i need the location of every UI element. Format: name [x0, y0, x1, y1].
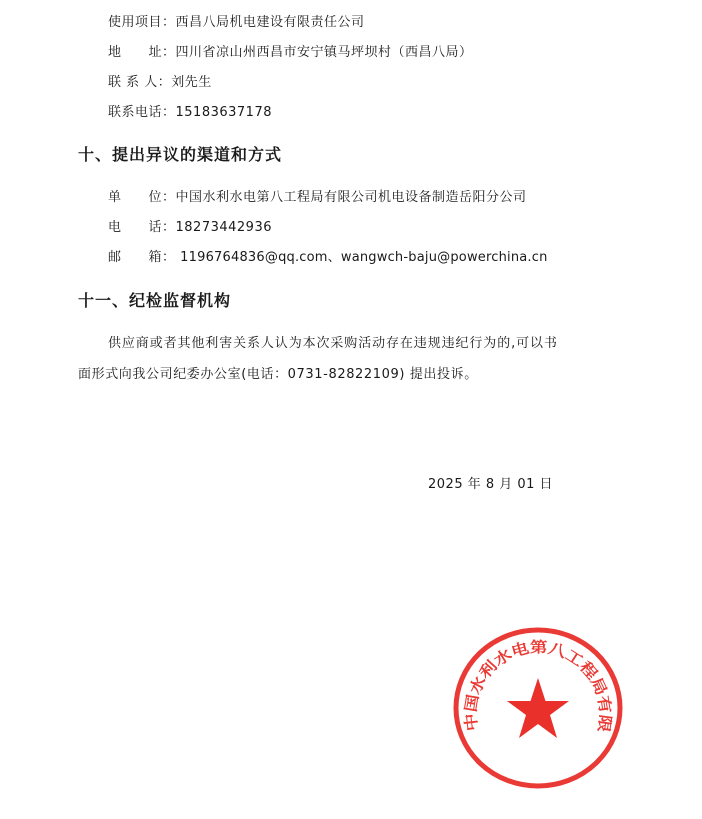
address-value: 四川省凉山州西昌市安宁镇马坪坝村（西昌八局） [175, 45, 473, 60]
contact-person-value: 刘先生 [171, 75, 212, 90]
project-label: 使用项目： [108, 15, 176, 30]
contact-phone-row [108, 104, 272, 122]
seal-star-icon [507, 678, 569, 738]
tel-row [108, 219, 272, 237]
email-value: 1196764836@qq.com、wangwch-baju@powerchina.cn [180, 250, 548, 265]
address-row [108, 44, 473, 62]
supervision-paragraph-line-2: 面形式向我公司纪委办公室(电话：0731-82822109) 提出投诉。 [78, 367, 478, 382]
company-seal [448, 622, 628, 792]
unit-label: 单 位： [108, 190, 176, 205]
contact-person-label: 联 系 人： [108, 75, 172, 90]
contact-person-row [108, 74, 212, 92]
address-label: 地 址： [108, 45, 176, 60]
unit-row [108, 189, 527, 207]
section-11-title: 十一、纪检监督机构 [78, 291, 232, 310]
email-row [108, 249, 548, 267]
tel-label: 电 话： [108, 220, 176, 235]
document-date: 2025 年 8 月 01 日 [428, 477, 554, 492]
section-10-title: 十、提出异议的渠道和方式 [78, 145, 283, 164]
tel-value: 18273442936 [175, 220, 272, 235]
email-label: 邮 箱： [108, 250, 176, 265]
seal-org-name: 中国水利水电第八工程局有限 [461, 638, 615, 732]
seal-icon [448, 622, 628, 792]
project-value: 西昌八局机电建设有限责任公司 [175, 15, 365, 30]
supervision-paragraph-line-1: 供应商或者其他利害关系人认为本次采购活动存在违规违纪行为的,可以书 [108, 336, 558, 351]
unit-value: 中国水利水电第八工程局有限公司机电设备制造岳阳分公司 [175, 190, 527, 205]
contact-phone-label: 联系电话： [108, 105, 176, 120]
project-row [108, 14, 365, 32]
contact-phone-value: 15183637178 [175, 105, 272, 120]
